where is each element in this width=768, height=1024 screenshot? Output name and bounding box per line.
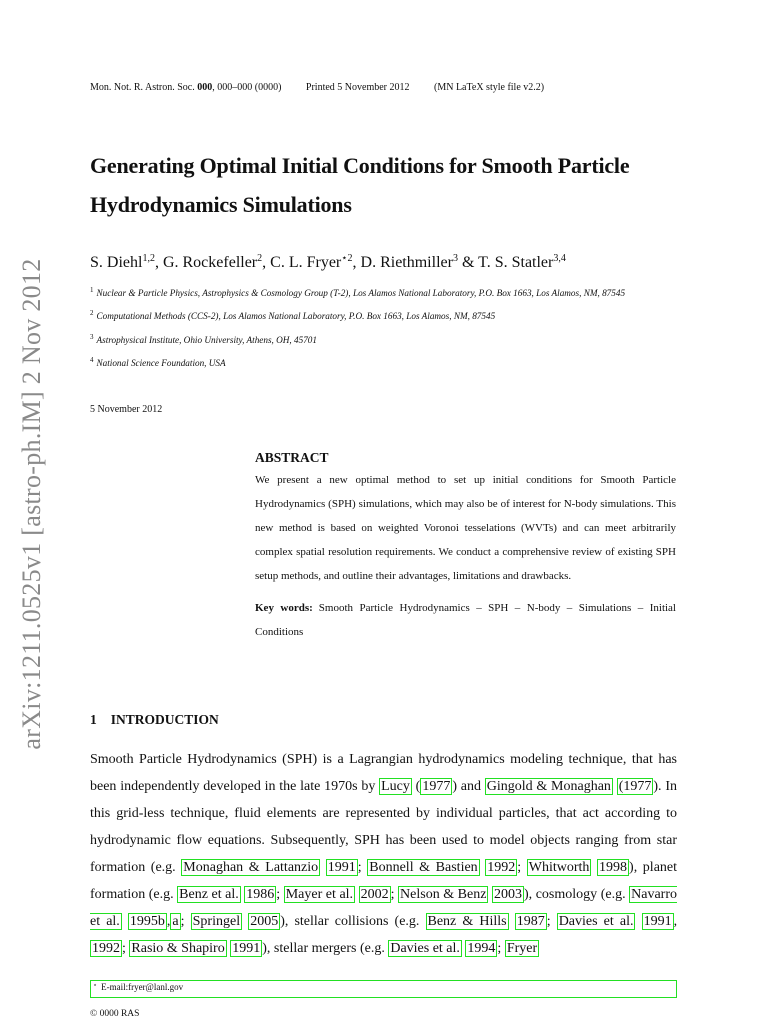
author-affiliation-mark: 3,4 — [553, 253, 566, 264]
citation-link[interactable]: 1995b — [129, 914, 165, 929]
author-name: C. L. Fryer — [270, 254, 342, 271]
style-file-note: (MN LaTeX style file v2.2) — [434, 82, 545, 93]
citation-link[interactable]: Benz & Hills — [427, 914, 507, 929]
citation-link[interactable]: 1992 — [487, 860, 516, 875]
footnote: ⋆ E-mail:fryer@lanl.gov — [93, 982, 184, 992]
citation-link[interactable]: Benz et al. — [179, 887, 239, 902]
footnote-email: E-mail:fryer@lanl.gov — [101, 982, 184, 992]
citation-link[interactable]: Whitworth — [528, 860, 590, 875]
author-affiliation-mark: ⋆2 — [341, 253, 353, 264]
abstract-heading: ABSTRACT — [255, 450, 329, 465]
citation-link[interactable]: 1994 — [467, 941, 496, 956]
intro-text-run: Smooth Particle Hydrodynamics (SPH) is a Lagrangian hydrodynamics modeling technique, that has been independently developed in the late 1970s by — [90, 752, 677, 794]
section-heading: 1 INTRODUCTION — [90, 712, 219, 727]
intro-text-run: ; — [497, 941, 505, 956]
citation-link[interactable]: 1991 — [643, 914, 672, 929]
paper-date: 5 November 2012 — [90, 404, 163, 415]
arxiv-stamp — [12, 258, 52, 750]
citation-link[interactable]: Mayer et al. — [285, 887, 354, 902]
intro-text-run: ), cosmology (e.g. — [524, 887, 630, 902]
citation-link[interactable]: Davies et al. — [558, 914, 634, 929]
intro-text-run: ). In this grid-less technique, fluid elements are represented by individual particles, that act according to hydrodynamic flow equations. Subsequently, SPH has been used to model objects ranging from star formation (e.g. — [90, 779, 677, 875]
intro-text-run: ; — [276, 887, 284, 902]
citation-link[interactable]: Bonnell & Bastien — [369, 860, 478, 875]
intro-text-run: ), stellar mergers (e.g. — [262, 941, 389, 956]
author-name: T. S. Statler — [478, 254, 554, 271]
intro-text-run: ; — [122, 941, 130, 956]
citation-link[interactable]: 1991 — [232, 941, 261, 956]
citation-link[interactable]: 1977 — [422, 779, 451, 794]
intro-text-run: ), stellar collisions (e.g. — [280, 914, 426, 929]
keywords-text: Smooth Particle Hydrodynamics – SPH – N-body – Simulations – Initial Conditions — [255, 602, 676, 638]
author-affiliation-mark: 1,2 — [142, 253, 155, 264]
author-separator: , — [352, 254, 361, 271]
printed-date: Printed 5 November 2012 — [305, 82, 410, 93]
intro-text-run — [320, 860, 326, 875]
citation-link[interactable]: a — [172, 914, 179, 929]
citation-link[interactable]: 2003 — [494, 887, 522, 902]
citation-link[interactable]: Springel — [192, 914, 241, 929]
citation-link[interactable]: 2002 — [360, 887, 389, 902]
introduction-text — [90, 746, 677, 962]
author-affiliation-mark: 2 — [257, 253, 263, 264]
citation-link[interactable]: Gingold & Monaghan — [486, 779, 611, 794]
intro-text-run: ; — [180, 914, 191, 929]
author-name: G. Rockefeller — [162, 254, 258, 271]
intro-text-run — [509, 914, 515, 929]
author-list — [90, 254, 566, 272]
affiliation-4: $^4$ National Science Foundation, USA — [90, 356, 226, 368]
paper-title: Generating Optimal Initial Conditions for Smooth Particle Hydrodynamics Simulations — [90, 153, 630, 217]
intro-text-run: ; — [357, 860, 368, 875]
citation-link[interactable]: 1987 — [516, 914, 545, 929]
affiliation-2: $^2$ Computational Methods (CCS-2), Los Alamos National Laboratory, P.O. Box 1663, Los Alamos, NM, 87545 — [90, 309, 496, 321]
citation-link[interactable]: Rasio & Shapiro — [131, 941, 225, 956]
intro-text-run: ; — [546, 914, 557, 929]
keywords-label: Key words: — [255, 602, 313, 614]
author-separator: & — [457, 254, 479, 271]
intro-text-run — [635, 914, 641, 929]
journal-header — [90, 82, 566, 93]
intro-text-run: ; — [517, 860, 527, 875]
affiliation-3: $^3$ Astrophysical Institute, Ohio University, Athens, OH, 45701 — [90, 333, 317, 345]
keywords — [255, 596, 676, 644]
intro-text-run: , — [673, 914, 678, 929]
arxiv-stamp-text: arXiv:1211.0525v1 [astro-ph.IM] 2 Nov 2012 — [17, 258, 46, 750]
abstract-body: We present a new optimal method to set up initial conditions for Smooth Particle Hydrodynamics (SPH) simulations, which may also be of interest for N-body simulations. This new method is based on weighted Voronoi tesselations (WVTs) and can meet arbitrarily complex spatial resolution requirements. We conduct a comprehensive review of existing SPH setup methods, and outline their advantages, limitations and drawbacks. — [255, 474, 676, 582]
intro-text-run: ) and — [452, 779, 485, 794]
citation-link[interactable]: 1998 — [599, 860, 628, 875]
copyright: © 0000 RAS — [90, 1009, 140, 1019]
citation-link[interactable]: (1977 — [618, 779, 652, 794]
author-name: S. Diehl — [90, 254, 143, 271]
citation-link[interactable]: Fryer — [506, 941, 538, 956]
citation-link[interactable]: Lucy — [381, 779, 410, 794]
author-affiliation-mark: 3 — [452, 253, 458, 264]
citation-link[interactable]: Nelson & Benz — [400, 887, 487, 902]
author-separator: , — [262, 254, 271, 271]
citation-link[interactable]: Monaghan & Lattanzio — [183, 860, 319, 875]
intro-text-run: ; — [390, 887, 399, 902]
intro-text-run: ( — [411, 779, 421, 794]
intro-text-run: ), planet formation (e.g. — [90, 860, 678, 902]
citation-link[interactable]: Davies et al. — [390, 941, 460, 956]
journal-citation: Mon. Not. R. Astron. Soc. 000, 000–000 (0000) — [90, 82, 282, 93]
citation-link[interactable]: 1991 — [327, 860, 356, 875]
author-name: D. Riethmiller — [360, 254, 453, 271]
intro-text-run — [122, 914, 128, 929]
citation-link[interactable]: Navarro et al. — [90, 887, 677, 929]
citation-link[interactable]: 2005 — [250, 914, 279, 929]
abstract-block — [255, 450, 676, 644]
author-separator: , — [154, 254, 163, 271]
affiliation-1: $^1$ Nuclear & Particle Physics, Astrophysics & Cosmology Group (T-2), Los Alamos National Laboratory, P.O. Box 1663, Los Alamos, NM, 87545 — [90, 286, 626, 298]
intro-text-run: , — [166, 914, 171, 929]
citation-link[interactable]: 1992 — [92, 941, 120, 956]
citation-link[interactable]: 1986 — [246, 887, 275, 902]
